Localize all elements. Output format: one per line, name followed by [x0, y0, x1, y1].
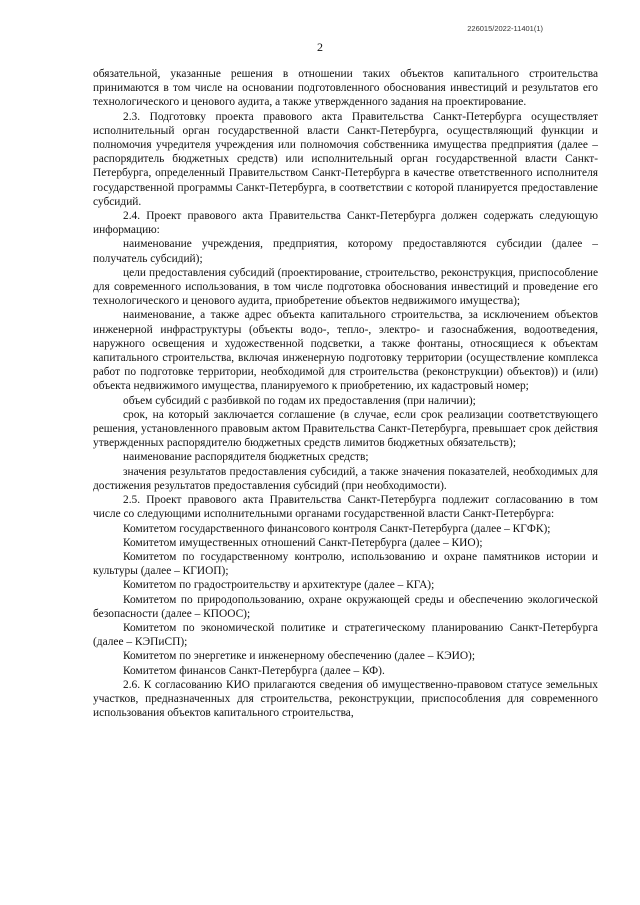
- list-item-recipient: наименование учреждения, предприятия, которому предоставляются субсидии (далее – получатель субсидий);: [93, 238, 598, 265]
- list-item-budget-administrator: наименование распорядителя бюджетных средств;: [123, 451, 369, 464]
- committee-kf: Комитетом финансов Санкт-Петербурга (далее – КФ).: [123, 664, 385, 677]
- list-item-agreement-term: срок, на который заключается соглашение (в случае, если срок реализации соответствующего решения, установленного правовым актом Правительства Санкт-Петербурга, превышает срок действия утвержденных распорядителю бюджетных средств лимитов бюджетных обязательств);: [93, 408, 598, 450]
- paragraph-continuation: обязательной, указанные решения в отношении таких объектов капитального строительства принимаются в том числе на основании подготовленного обоснования инвестиций и результатов его технологического и ценового аудита, а также утвержденного задания на проектирование.: [93, 68, 598, 109]
- committee-kgiop: Комитетом по государственному контролю, использованию и охране памятников истории и культуры (далее – КГИОП);: [93, 550, 598, 578]
- document-body: [93, 67, 598, 720]
- committee-kgfk: Комитетом государственного финансового контроля Санкт-Петербурга (далее – КГФК);: [123, 522, 551, 535]
- paragraph-2-5: 2.5. Проект правового акта Правительства Санкт-Петербурга подлежит согласованию в том числе со следующими исполнительными органами государственной власти Санкт-Петербурга:: [93, 494, 598, 521]
- paragraph-2-3: 2.3. Подготовку проекта правового акта Правительства Санкт-Петербурга осуществляет исполнительный орган государственной власти Санкт-Петербурга, осуществляющий функции и полномочия учредителя учреждения или полномочия собственника имущества предприятия (далее – распорядитель бюджетных средств) или исполнительный орган государственной власти Санкт-Петербурга, определенный Правительством Санкт-Петербурга в качестве ответственного исполнителя государственной программы Санкт-Петербурга, в соответствии с которой планируется предоставление субсидий.: [93, 110, 598, 208]
- committee-kpoos: Комитетом по природопользованию, охране окружающей среды и обеспечению экологической безопасности (далее – КПООС);: [93, 593, 598, 620]
- list-item-subsidy-volume: объем субсидий с разбивкой по годам их предоставления (при наличии);: [123, 394, 476, 407]
- list-item-results: значения результатов предоставления субсидий, а также значения показателей, необходимых для достижения результатов предоставления субсидий (при необходимости).: [93, 465, 598, 492]
- committee-keio: Комитетом по энергетике и инженерному обеспечению (далее – КЭИО);: [123, 650, 476, 663]
- committee-kga: Комитетом по градостроительству и архитектуре (далее – КГА);: [123, 579, 435, 592]
- document-id: 226015/2022-11401(1): [467, 24, 543, 33]
- committee-kepisp: Комитетом по экономической политике и стратегическому планированию Санкт-Петербурга (далее – КЭПиСП);: [93, 621, 598, 649]
- list-item-purposes: цели предоставления субсидий (проектирование, строительство, реконструкция, приспособление для современного использования, в том числе подготовка обоснования инвестиций и проведение его технологического и ценового аудита, приобретение объектов недвижимого имущества);: [93, 266, 598, 308]
- committee-kio: Комитетом имущественных отношений Санкт-Петербурга (далее – КИО);: [123, 536, 483, 549]
- paragraph-2-6: 2.6. К согласованию КИО прилагаются сведения об имущественно-правовом статусе земельных участков, предназначенных для строительства, реконструкции, приспособления для современного использования объектов капитального строительства,: [93, 678, 598, 720]
- paragraph-2-4: 2.4. Проект правового акта Правительства Санкт-Петербурга должен содержать следующую информацию:: [93, 210, 598, 237]
- page-number: 2: [317, 40, 323, 54]
- list-item-object-name-address: наименование, а также адрес объекта капитального строительства, за исключением объектов инженерной инфраструктуры (объекты водо-, тепло-, электро- и газоснабжения, водоотведения, наружного освещения и художественной подсветки, а также фонтаны, относящиеся к объектам капитального строительства, включая инженерную подготовку территории (осуществление комплекса работ по подготовке территории, необходимой для строительства (реконструкции) объектов)) и (или) объекта недвижимого имущества, планируемого к приобретению, их кадастровый номер;: [93, 309, 598, 393]
